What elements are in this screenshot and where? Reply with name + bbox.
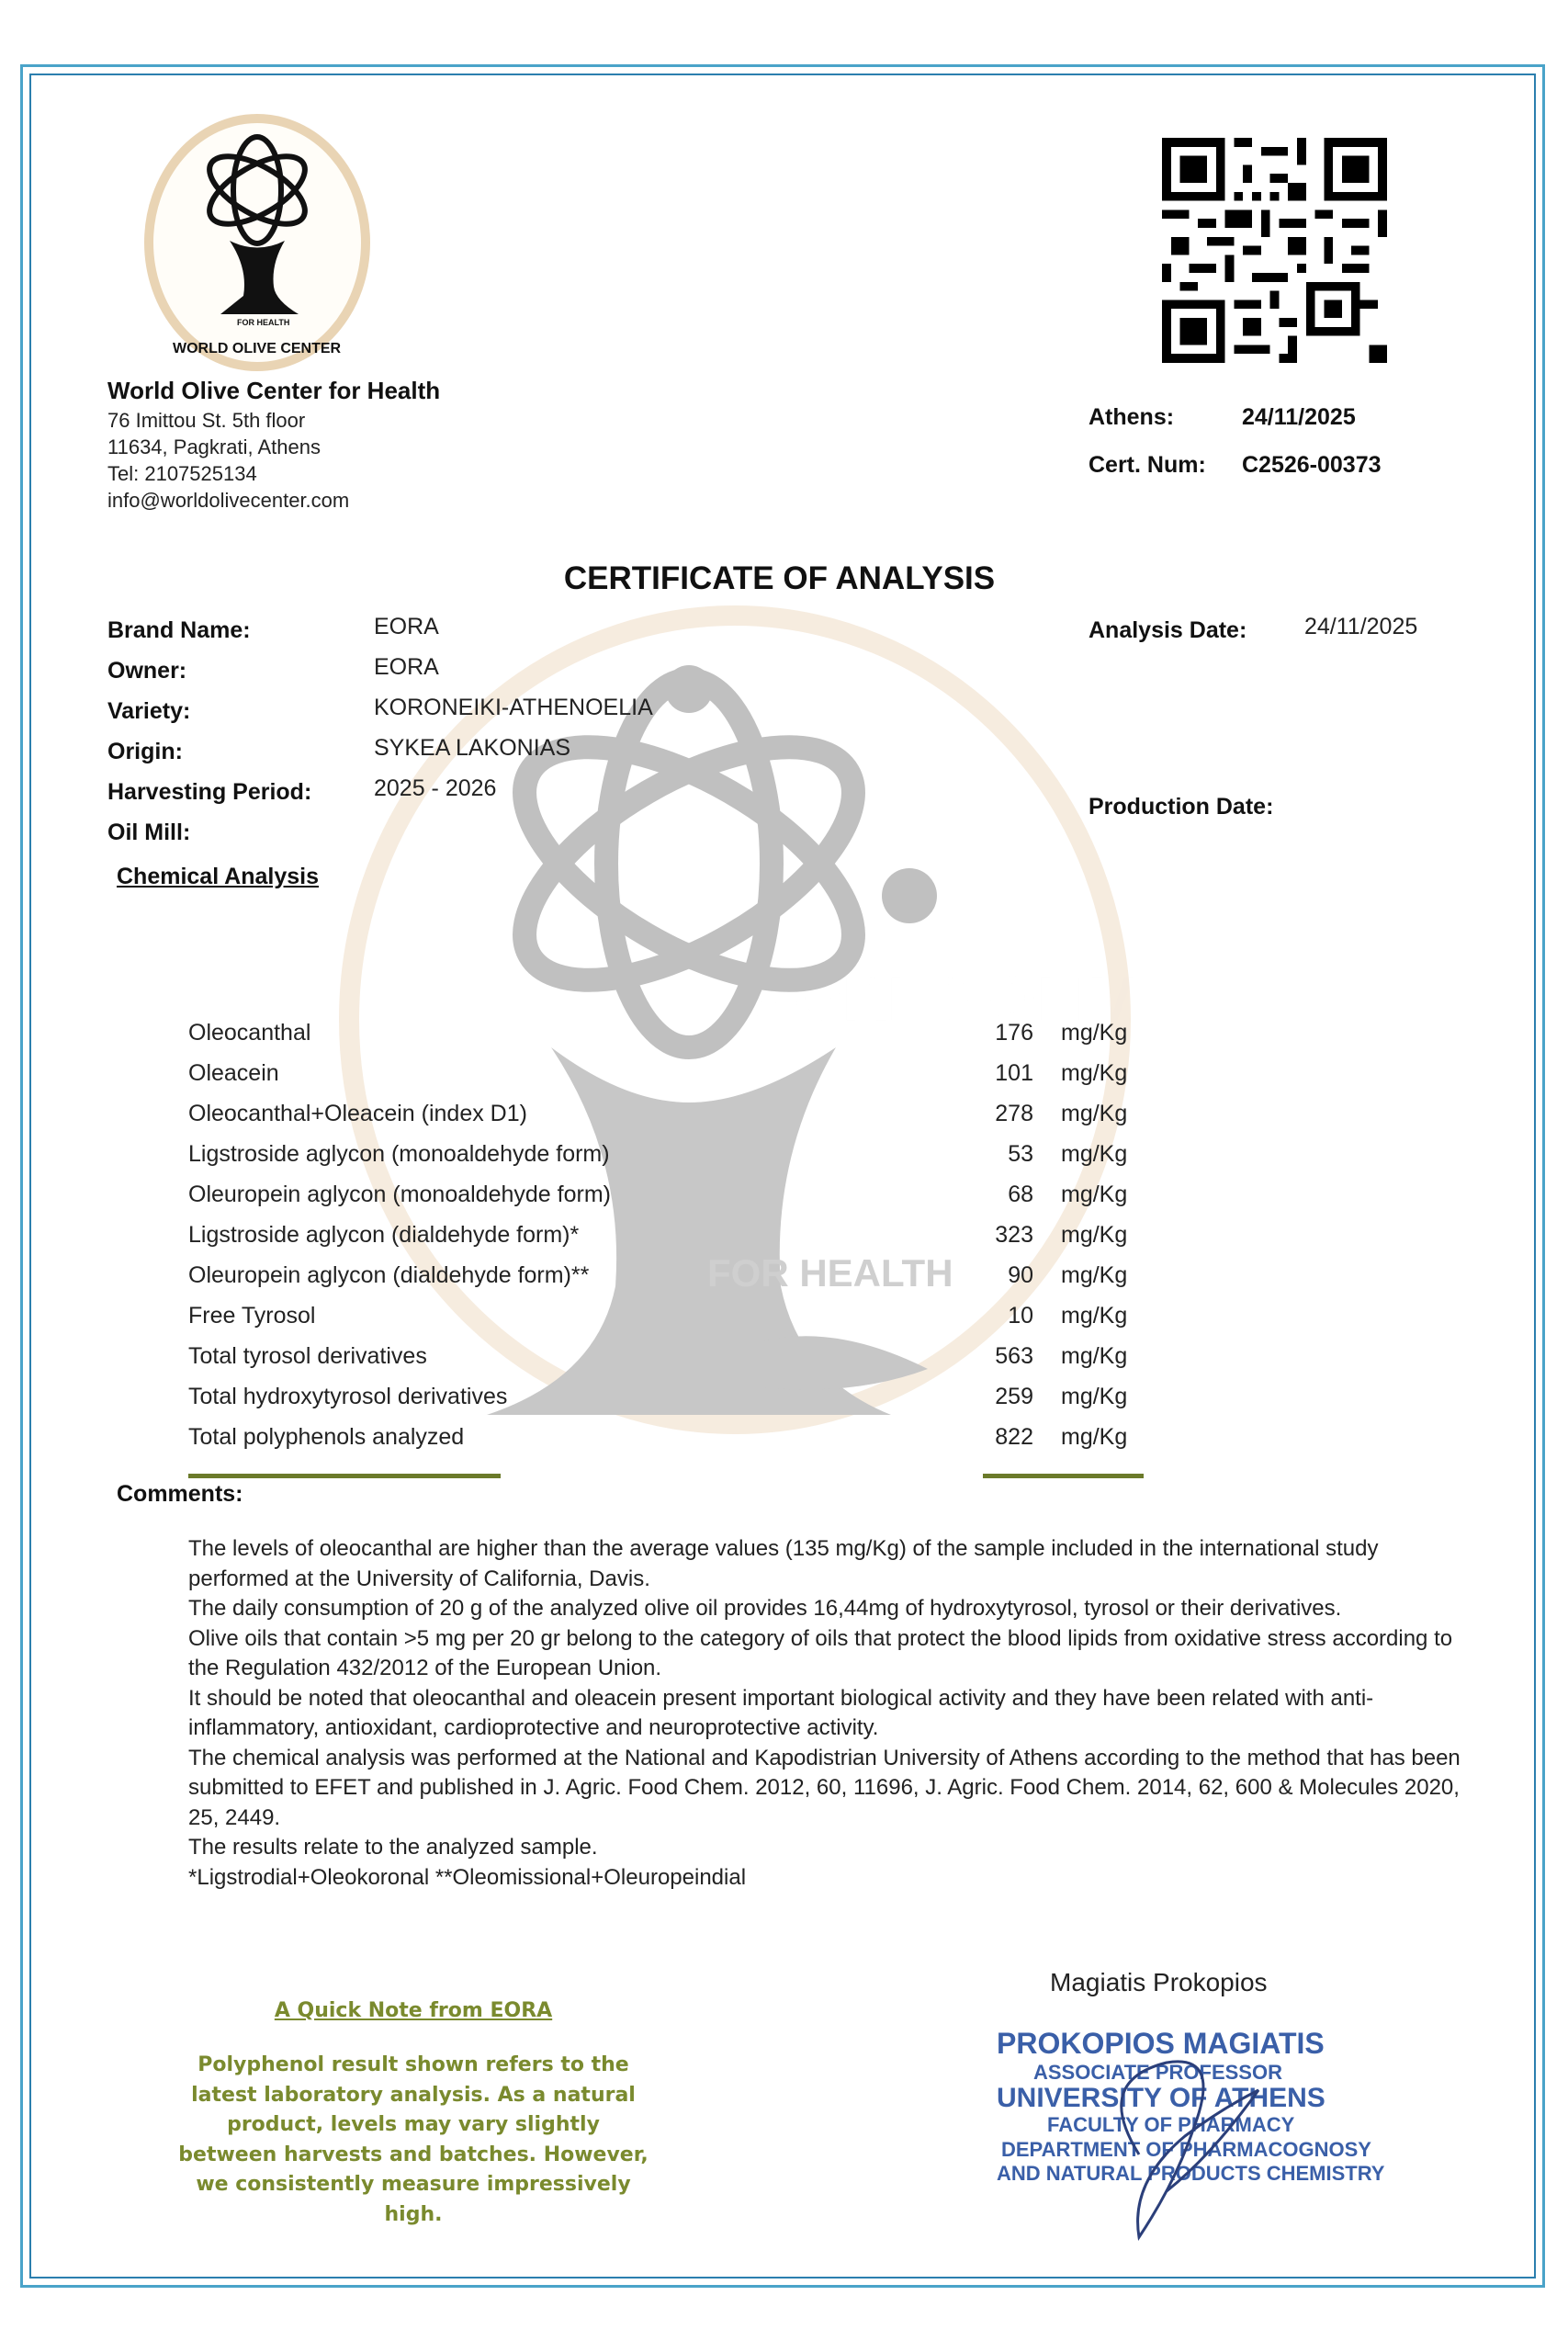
table-row: [188, 1141, 1153, 1182]
compound-unit: mg/Kg: [1061, 1222, 1128, 1248]
compound-value: 822: [995, 1424, 1033, 1450]
compound-value: 176: [995, 1020, 1033, 1046]
harvesting-period-label: Harvesting Period:: [107, 779, 312, 805]
compound-value: 101: [995, 1060, 1033, 1086]
stamp-line: AND NATURAL PRODUCTS CHEMISTRY: [997, 2162, 1385, 2185]
compound-value: 278: [995, 1101, 1033, 1126]
compound-name: Oleocanthal: [188, 1020, 311, 1046]
city-label: Athens:: [1089, 404, 1175, 430]
compound-value: 90: [1008, 1262, 1033, 1288]
comment-paragraph: Olive oils that contain >5 mg per 20 gr belong to the category of oils that protect the blood lipids from oxidative stress according to the Regulation 432/2012 of the European Union.: [188, 1625, 1453, 1680]
table-row: [188, 1101, 1153, 1141]
qr-code[interactable]: [1162, 138, 1387, 363]
variety-label: Variety:: [107, 698, 191, 724]
world-olive-center-logo: [138, 112, 377, 374]
stamp-line: UNIVERSITY OF ATHENS: [997, 2083, 1325, 2113]
compound-value: 563: [995, 1343, 1033, 1369]
compound-unit: mg/Kg: [1061, 1262, 1128, 1288]
comments-body: [188, 1534, 1474, 1893]
table-row: [188, 1020, 1153, 1060]
stamp-line: DEPARTMENT OF PHARMACOGNOSY: [1001, 2138, 1371, 2161]
comment-paragraph: The results relate to the analyzed sample.: [188, 1835, 598, 1860]
table-row: [188, 1182, 1153, 1222]
comment-paragraph: The daily consumption of 20 g of the analyzed olive oil provides 16,44mg of hydroxytyrosol, tyrosol or their derivatives.: [188, 1596, 1342, 1621]
harvesting-period-value: 2025 - 2026: [374, 775, 497, 801]
table-row: [188, 1262, 1153, 1303]
organization-address-line1: 76 Imittou St. 5th floor: [107, 409, 306, 432]
table-row: [188, 1060, 1153, 1101]
compound-name: Ligstroside aglycon (monoaldehyde form): [188, 1141, 610, 1167]
compound-value: 68: [1008, 1182, 1033, 1207]
compound-name: Oleuropein aglycon (dialdehyde form)**: [188, 1262, 590, 1288]
total-underline-left: [188, 1474, 501, 1478]
compound-value: 259: [995, 1384, 1033, 1409]
compound-name: Total polyphenols analyzed: [188, 1424, 465, 1450]
organization-email[interactable]: info@worldolivecenter.com: [107, 489, 350, 512]
signatory-name: Magiatis Prokopios: [1050, 1968, 1268, 1996]
compound-unit: mg/Kg: [1061, 1141, 1128, 1167]
compound-name: Total tyrosol derivatives: [188, 1343, 427, 1369]
note-title: A Quick Note from EORA: [274, 1999, 553, 2022]
compound-name: Oleuropein aglycon (monoaldehyde form): [188, 1182, 611, 1207]
compound-name: Ligstroside aglycon (dialdehyde form)*: [188, 1222, 580, 1248]
owner-value: EORA: [374, 654, 439, 680]
table-row: [188, 1222, 1153, 1262]
compound-name: Oleacein: [188, 1060, 279, 1086]
compound-unit: mg/Kg: [1061, 1303, 1128, 1329]
logo-text-tagline: FOR HEALTH: [237, 318, 290, 327]
chemical-analysis-table: [188, 1020, 1153, 1464]
comment-paragraph: *Ligstrodial+Oleokoronal **Oleomissional+Oleuropeindial: [188, 1864, 747, 1890]
total-underline-right: [983, 1474, 1144, 1478]
table-row: [188, 1384, 1153, 1424]
comment-paragraph: It should be noted that oleocanthal and oleacein present important biological activity and they have been related with anti-inflammatory, antioxidant, cardioprotective and neuroprotective activity.: [188, 1685, 1374, 1740]
note-body: Polyphenol result shown refers to the latest laboratory analysis. As a natural product, levels may vary slightly between harvests and batches. However, we consistently measure impressively high.: [178, 2053, 649, 2226]
owner-label: Owner:: [107, 658, 187, 684]
watermark-text-tagline: FOR HEALTH: [707, 1251, 953, 1295]
logo-text-name: WORLD OLIVE CENTER: [173, 341, 342, 356]
organization-address-line2: 11634, Pagkrati, Athens: [107, 435, 321, 458]
compound-unit: mg/Kg: [1061, 1424, 1128, 1450]
compound-unit: mg/Kg: [1061, 1182, 1128, 1207]
brand-name-value: EORA: [374, 614, 439, 639]
compound-name: Total hydroxytyrosol derivatives: [188, 1384, 508, 1409]
comment-paragraph: The chemical analysis was performed at the National and Kapodistrian University of Athens according to the method that has been submitted to EFET and published in J. Agric. Food Chem. 2012, 60, 11696, J. Agric. Food Chem. 2014, 62, 600 & Molecules 2020, 25, 2449.: [188, 1745, 1461, 1830]
variety-value: KORONEIKI-ATHENOELIA: [374, 695, 653, 720]
stamp-line: ASSOCIATE PROFESSOR: [1033, 2061, 1282, 2084]
oil-mill-label: Oil Mill:: [107, 820, 191, 845]
compound-name: Free Tyrosol: [188, 1303, 316, 1329]
organization-name: World Olive Center for Health: [107, 377, 441, 404]
compound-name: Oleocanthal+Oleacein (index D1): [188, 1101, 527, 1126]
compound-value: 53: [1008, 1141, 1033, 1167]
stamp-line: FACULTY OF PHARMACY: [1047, 2113, 1295, 2136]
compound-unit: mg/Kg: [1061, 1384, 1128, 1409]
signature-stamp: [983, 2026, 1405, 2246]
analysis-date-label: Analysis Date:: [1089, 617, 1247, 643]
stamp-line: PROKOPIOS MAGIATIS: [997, 2027, 1325, 2060]
comment-paragraph: The levels of oleocanthal are higher than the average values (135 mg/Kg) of the sample included in the international study performed at the University of California, Davis.: [188, 1536, 1379, 1591]
compound-unit: mg/Kg: [1061, 1020, 1128, 1046]
table-row: [188, 1303, 1153, 1343]
origin-label: Origin:: [107, 739, 183, 764]
origin-value: SYKEA LAKONIAS: [374, 735, 570, 761]
cert-number: C2526-00373: [1242, 452, 1382, 478]
comments-label: Comments:: [117, 1481, 243, 1507]
document-title: CERTIFICATE OF ANALYSIS: [563, 560, 996, 596]
compound-unit: mg/Kg: [1061, 1101, 1128, 1126]
compound-unit: mg/Kg: [1061, 1343, 1128, 1369]
organization-phone: Tel: 2107525134: [107, 462, 257, 485]
compound-value: 323: [995, 1222, 1033, 1248]
certificate-date: 24/11/2025: [1242, 404, 1356, 430]
table-row: [188, 1343, 1153, 1384]
table-row: [188, 1424, 1153, 1464]
brand-name-label: Brand Name:: [107, 617, 251, 643]
production-date-label: Production Date:: [1089, 794, 1274, 820]
compound-unit: mg/Kg: [1061, 1060, 1128, 1086]
chemical-analysis-heading: Chemical Analysis: [117, 864, 320, 889]
analysis-date-value: 24/11/2025: [1304, 614, 1418, 639]
cert-number-label: Cert. Num:: [1089, 452, 1206, 478]
compound-value: 10: [1008, 1303, 1033, 1329]
